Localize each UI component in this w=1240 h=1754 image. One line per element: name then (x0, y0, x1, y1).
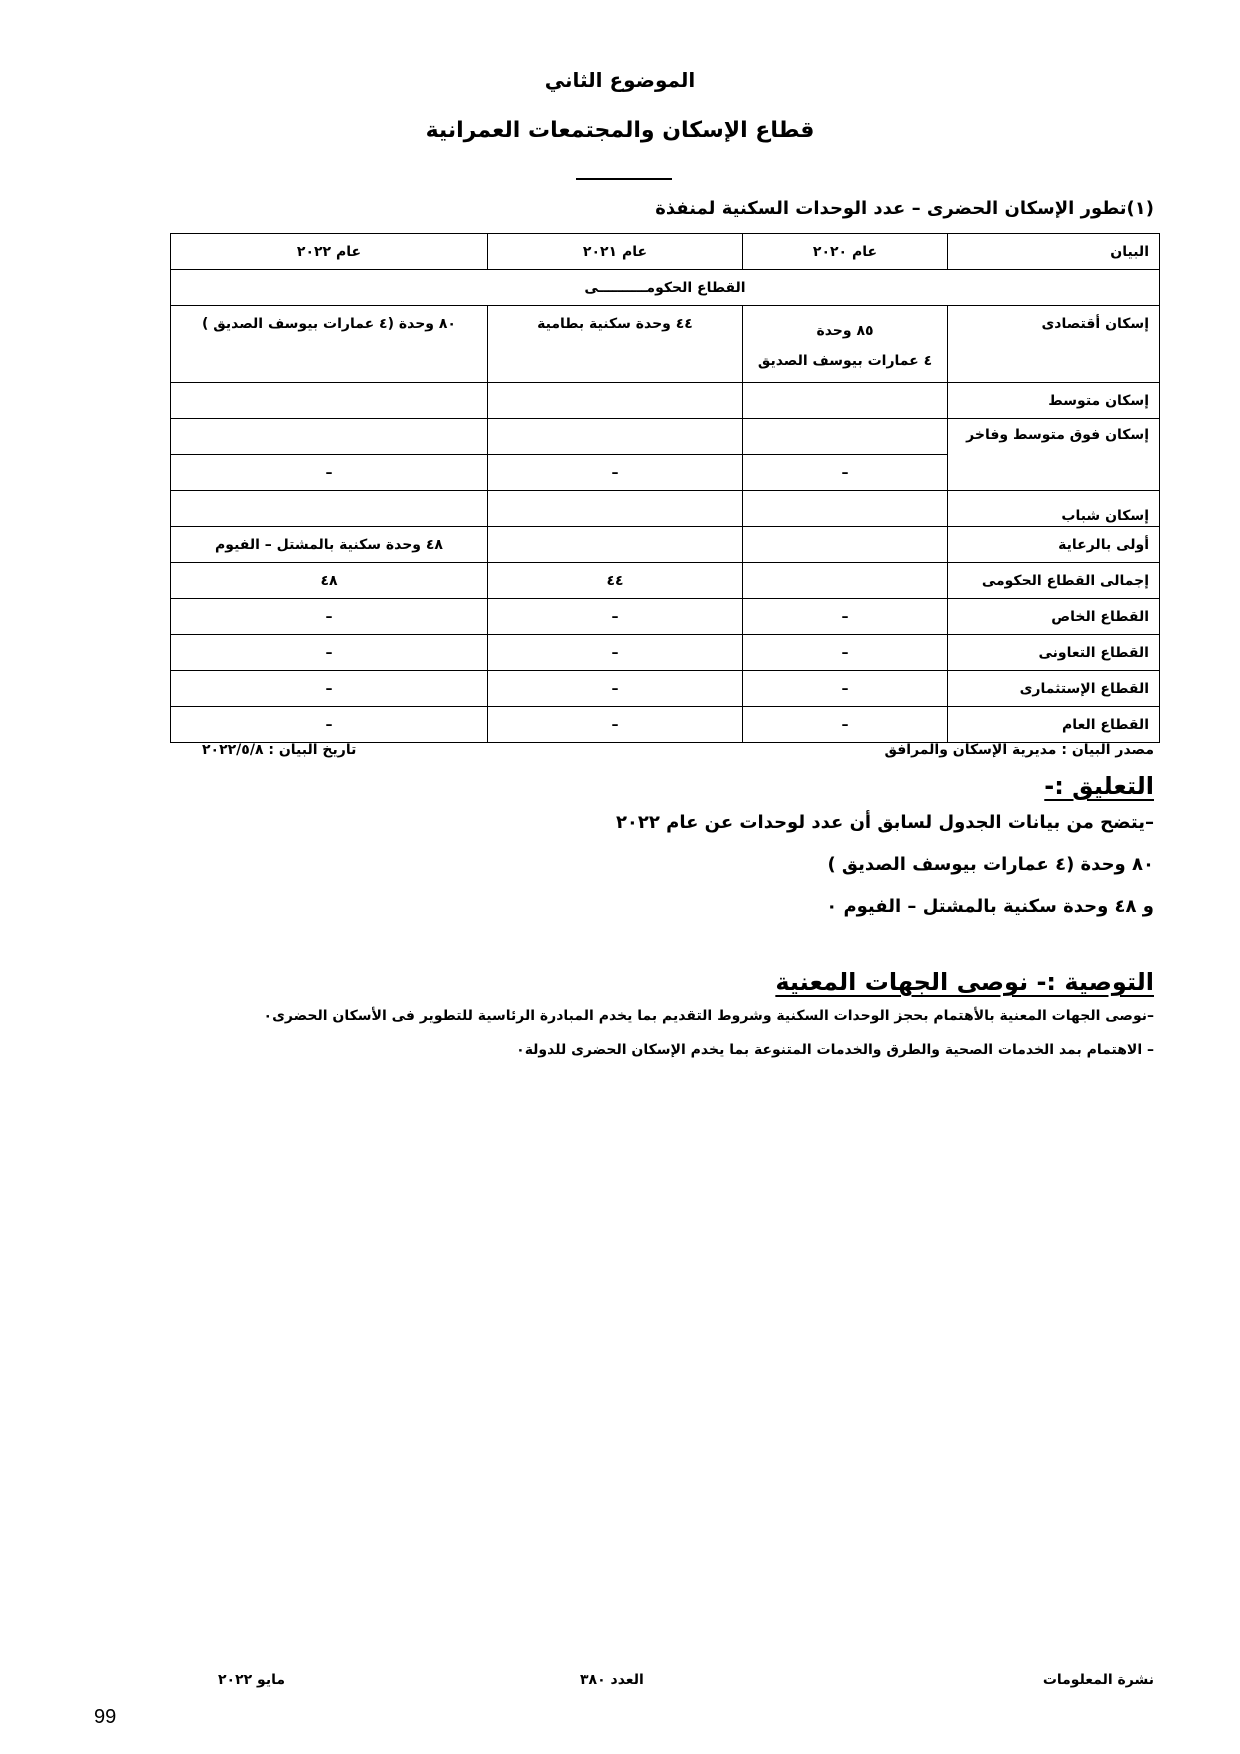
row-label: إجمالى القطاع الحكومى (948, 563, 1160, 599)
comment-heading: التعليق :- (1044, 772, 1154, 800)
cell-2021 (488, 527, 743, 563)
table-row (171, 671, 1160, 707)
table-row (171, 707, 1160, 743)
row-label: إسكان فوق متوسط وفاخر (948, 419, 1160, 491)
cell-2020: – (743, 671, 948, 707)
page-number: 99 (94, 1706, 117, 1728)
cell-2020: – (743, 707, 948, 743)
cell-2022: ٤٨ (171, 563, 488, 599)
empty-cell (488, 419, 743, 455)
cell-2021: – (488, 455, 743, 491)
cell-2021: – (488, 599, 743, 635)
title-divider (576, 178, 672, 180)
header-year-2020: عام ٢٠٢٠ (743, 234, 948, 270)
cell-2021 (488, 383, 743, 419)
cell-2020: – (743, 455, 948, 491)
table-row (171, 599, 1160, 635)
row-label: أولى بالرعاية (948, 527, 1160, 563)
row-label: إسكان متوسط (948, 383, 1160, 419)
row-label: القطاع العام (948, 707, 1160, 743)
cell-2022: – (171, 599, 488, 635)
cell-2020: – (743, 599, 948, 635)
cell-2020-line1: ٨٥ وحدة (816, 323, 874, 339)
data-date: تاريخ البيان : ٢٠٢٢/٥/٨ (202, 742, 357, 758)
cell-2022: ٤٨ وحدة سكنية بالمشتل – الفيوم (171, 527, 488, 563)
row-label: القطاع الإستثمارى (948, 671, 1160, 707)
table-row (171, 419, 1160, 455)
cell-2021: ٤٤ (488, 563, 743, 599)
gov-section-row (171, 270, 1160, 306)
footer-publication: نشرة المعلومات (1042, 1672, 1154, 1688)
comment-line: ٨٠ وحدة (٤ عمارات بيوسف الصديق ) (827, 854, 1154, 875)
row-label: إسكان شباب (948, 491, 1160, 527)
cell-2022: – (171, 671, 488, 707)
row-label: القطاع التعاونى (948, 635, 1160, 671)
header-year-2021: عام ٢٠٢١ (488, 234, 743, 270)
cell-2021: – (488, 671, 743, 707)
table-row (171, 491, 1160, 527)
recommendation-heading: التوصية :- نوصى الجهات المعنية (775, 968, 1154, 996)
cell-2022: – (171, 707, 488, 743)
sector-title: قطاع الإسكان والمجتمعات العمرانية (425, 118, 815, 143)
footer-issue: العدد ٣٨٠ (580, 1672, 644, 1688)
recommendation-line: – الاهتمام بمد الخدمات الصحية والطرق والخدمات المتنوعة بما يخدم الإسكان الحضرى للدولة٠ (516, 1042, 1154, 1058)
table-row (171, 306, 1160, 383)
header-item: البيان (948, 234, 1160, 270)
cell-2021: ٤٤ وحدة سكنية بطامية (488, 306, 743, 383)
cell-2020-line2: ٤ عمارات بيوسف الصديق (757, 353, 933, 369)
table-row (171, 527, 1160, 563)
empty-cell (171, 419, 488, 455)
cell-2020 (743, 563, 948, 599)
cell-2021: – (488, 635, 743, 671)
table-caption: (١)تطور الإسكان الحضرى – عدد الوحدات السكنية لمنفذة (655, 198, 1154, 219)
footer-date: مايو ٢٠٢٢ (218, 1672, 286, 1688)
header-year-2022: عام ٢٠٢٢ (171, 234, 488, 270)
cell-2020 (743, 527, 948, 563)
data-source: مصدر البيان : مديرية الإسكان والمرافق (884, 742, 1154, 758)
table-header-row (171, 234, 1160, 270)
topic-title: الموضوع الثاني (544, 68, 696, 92)
cell-2022: – (171, 455, 488, 491)
table-row (171, 635, 1160, 671)
cell-2022: – (171, 635, 488, 671)
comment-line: و ٤٨ وحدة سكنية بالمشتل – الفيوم ٠ (826, 896, 1154, 917)
cell-2022: ٨٠ وحدة (٤ عمارات بيوسف الصديق ) (171, 306, 488, 383)
table-row (171, 563, 1160, 599)
cell-2022 (171, 491, 488, 527)
recommendation-line: –نوصى الجهات المعنية بالأهتمام بحجز الوحدات السكنية وشروط التقديم بما يخدم المبادرة الرئاسية للتطوير فى الأسكان الحضرى٠ (263, 1008, 1154, 1024)
comment-line: –يتضح من بيانات الجدول لسابق أن عدد لوحدات عن عام ٢٠٢٢ (615, 812, 1154, 833)
empty-cell (743, 419, 948, 455)
gov-section-label: القطاع الحكومــــــــــى (171, 270, 1160, 306)
cell-2021: – (488, 707, 743, 743)
cell-2020: – (743, 635, 948, 671)
row-label: القطاع الخاص (948, 599, 1160, 635)
cell-2021 (488, 491, 743, 527)
table-row (171, 383, 1160, 419)
housing-units-table (170, 233, 1160, 743)
cell-2020 (743, 306, 948, 383)
cell-2022 (171, 383, 488, 419)
cell-2020 (743, 491, 948, 527)
row-label: إسكان أقتصادى (948, 306, 1160, 383)
cell-2020 (743, 383, 948, 419)
